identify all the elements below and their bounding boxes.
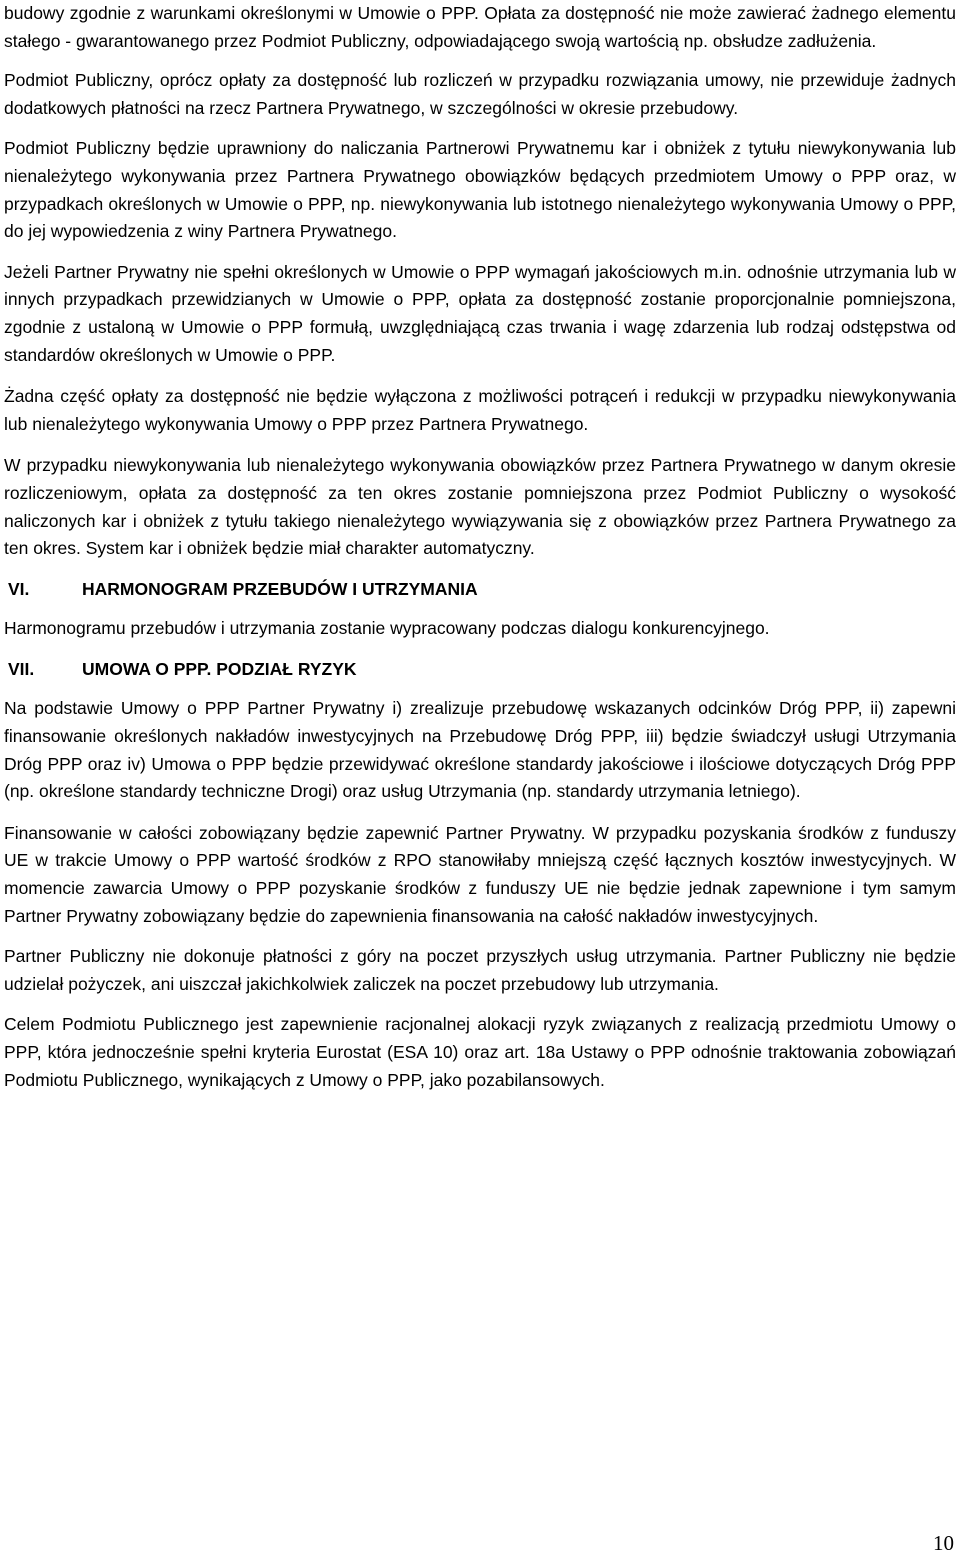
paragraph: Jeżeli Partner Prywatny nie spełni określonych w Umowie o PPP wymagań jakościowych m.in. odnośnie utrzymania lub w innych przypadkach przewidzianych w Umowie o PPP, opłata za dostępność zostanie proporcjonalnie pomniejszona, zgodnie z ustaloną w Umowie o PPP formułą, uwzględniającą czas trwania i wagę zdarzenia lub rodzaj odstępstwa od standardów określonych w Umowie o PPP. (4, 261, 956, 365)
section-title: HARMONOGRAM PRZEBUDÓW I UTRZYMANIA (82, 578, 478, 599)
paragraph: Żadna część opłaty za dostępność nie będzie wyłączona z możliwości potrąceń i redukcji w przypadku niewykonywania lub nienależytego wykonywania Umowy o PPP przez Partnera Prywatnego. (4, 386, 956, 434)
section-heading-vi (4, 576, 956, 604)
paragraph: Podmiot Publiczny, oprócz opłaty za dostępność lub rozliczeń w przypadku rozwiązania umowy, nie przewiduje żadnych dodatkowych płatności na rzecz Partnera Prywatnego, w szczególności w okresie przebudowy. (4, 70, 956, 118)
section-number: VII. (8, 658, 35, 679)
paragraph: Harmonogramu przebudów i utrzymania zostanie wypracowany podczas dialogu konkurencyjnego. (4, 618, 770, 639)
section-number: VI. (8, 578, 30, 599)
document-page (4, 0, 956, 1094)
paragraph: Partner Publiczny nie dokonuje płatności z góry na poczet przyszłych usług utrzymania. Partner Publiczny nie będzie udzielał pożyczek, ani uiszczał jakichkolwiek zaliczek na poczet przebudowy lub utrzymania. (4, 946, 956, 994)
paragraph: Celem Podmiotu Publicznego jest zapewnienie racjonalnej alokacji ryzyk związanych z realizacją przedmiotu Umowy o PPP, która jednocześnie spełni kryteria Eurostat (ESA 10) oraz art. 18a Ustawy o PPP odnośnie traktowania zobowiązań Podmiotu Publicznego, wynikających z Umowy o PPP, jako pozabilansowych. (4, 1014, 956, 1090)
section-heading-vii (4, 656, 956, 684)
page-number: 10 (933, 1531, 954, 1555)
paragraph: W przypadku niewykonywania lub nienależytego wykonywania obowiązków przez Partnera Prywatnego w danym okresie rozliczeniowym, opłata za dostępność za ten okres zostanie pomniejszona przez Podmiot Publiczny o wysokość naliczonych kar i obniżek z tytułu takiego nienależytego wywiązywania się z obowiązków przez Partnera Prywatnego za ten okres. System kar i obniżek będzie miał charakter automatyczny. (4, 455, 956, 559)
section-title: UMOWA O PPP. PODZIAŁ RYZYK (82, 658, 357, 679)
paragraph: Finansowanie w całości zobowiązany będzie zapewnić Partner Prywatny. W przypadku pozyskania środków z funduszy UE w trakcie Umowy o PPP wartość środków z RPO stanowiłaby mniejszą część łącznych kosztów inwestycyjnych. W momencie zawarcia Umowy o PPP pozyskanie środków z funduszy UE nie będzie jednak zapewnione i tym samym Partner Prywatny zobowiązany będzie do zapewnienia finansowania na całość nakładów inwestycyjnych. (4, 822, 956, 926)
paragraph: budowy zgodnie z warunkami określonymi w Umowie o PPP. Opłata za dostępność nie może zawierać żadnego elementu stałego - gwarantowanego przez Podmiot Publiczny, odpowiadającego swoją wartością np. obsłudze zadłużenia. (4, 3, 956, 51)
paragraph: Na podstawie Umowy o PPP Partner Prywatny i) zrealizuje przebudowę wskazanych odcinków Dróg PPP, ii) zapewni finansowanie określonych nakładów inwestycyjnych na Przebudowę Dróg PPP, iii) będzie świadczył usługi Utrzymania Dróg PPP oraz iv) Umowa o PPP będzie przewidywać określone standardy jakościowe i ilościowe dotyczących Dróg PPP (np. określone standardy techniczne Drogi) oraz usług Utrzymania (np. standardy utrzymania letniego). (4, 698, 956, 802)
paragraph: Podmiot Publiczny będzie uprawniony do naliczania Partnerowi Prywatnemu kar i obniżek z tytułu niewykonywania lub nienależytego wykonywania przez Partnera Prywatnego obowiązków będących przedmiotem Umowy o PPP oraz, w przypadkach określonych w Umowie o PPP, np. niewykonywania lub istotnego nienależytego wykonywania Umowy o PPP, do jej wypowiedzenia z winy Partnera Prywatnego. (4, 138, 956, 242)
